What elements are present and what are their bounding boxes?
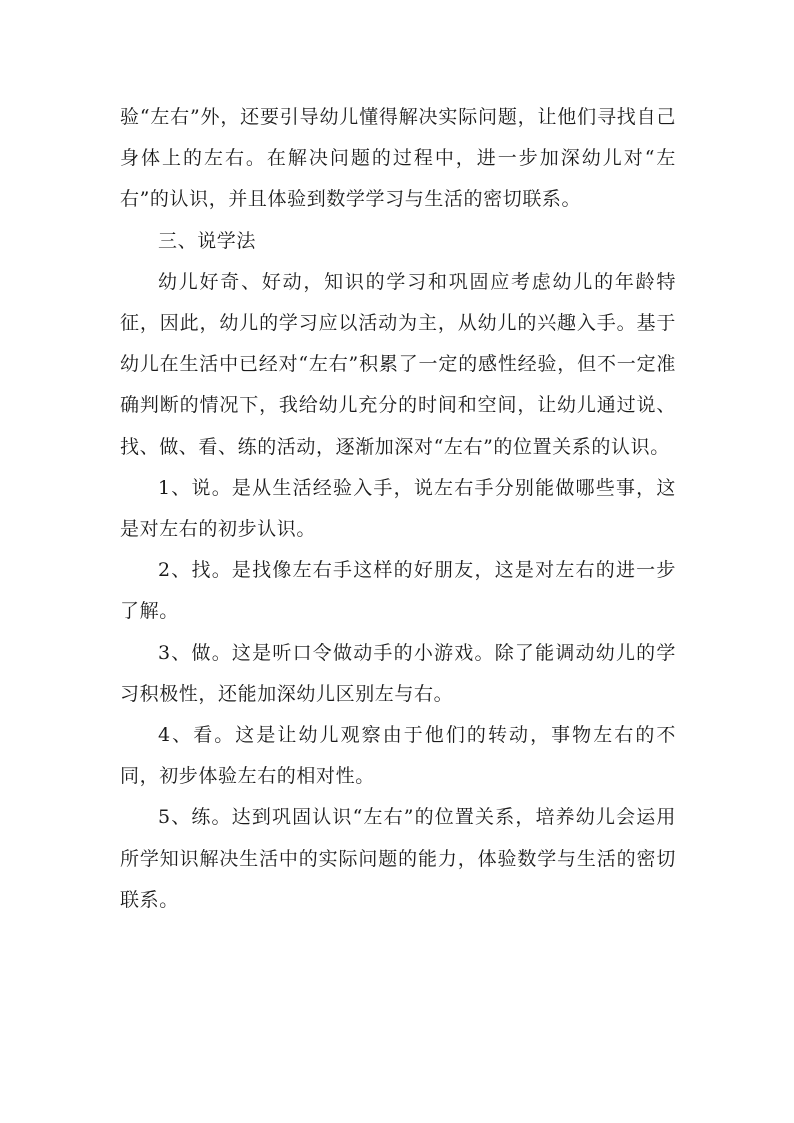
document-body: [120, 97, 676, 921]
list-item-find: 2、找。是找像左右手这样的好朋友，这是对左右的进一步了解。: [120, 559, 676, 623]
paragraph-learning-method: 幼儿好奇、好动，知识的学习和巩固应考虑幼儿的年龄特征，因此，幼儿的学习应以活动为主，从幼儿的兴趣入手。基于幼儿在生活中已经对“左右”积累了一定的感性经验，但不一定准确判断的情况下，我给幼儿充分的时间和空间，让幼儿通过说、找、做、看、练的活动，逐渐加深对“左右”的位置关系的认识。: [120, 270, 676, 458]
list-item-speak: 1、说。是从生活经验入手，说左右手分别能做哪些事，这是对左右的初步认识。: [120, 476, 676, 541]
paragraph-intro-continuation: 验“左右”外，还要引导幼儿懂得解决实际问题，让他们寻找自己身体上的左右。在解决问题的过程中，进一步加深幼儿对“左右”的认识，并且体验到数学学习与生活的密切联系。: [120, 106, 676, 211]
list-item-do: 3、做。这是听口令做动手的小游戏。除了能调动幼儿的学习积极性，还能加深幼儿区别左与右。: [120, 641, 676, 705]
section-heading-learning-method: 三、说学法: [158, 229, 257, 252]
list-item-look: 4、看。这是让幼儿观察由于他们的转动，事物左右的不同，初步体验左右的相对性。: [120, 724, 676, 788]
list-item-practice: 5、练。达到巩固认识“左右”的位置关系，培养幼儿会运用所学知识解决生活中的实际问题的能力，体验数学与生活的密切联系。: [120, 806, 676, 911]
